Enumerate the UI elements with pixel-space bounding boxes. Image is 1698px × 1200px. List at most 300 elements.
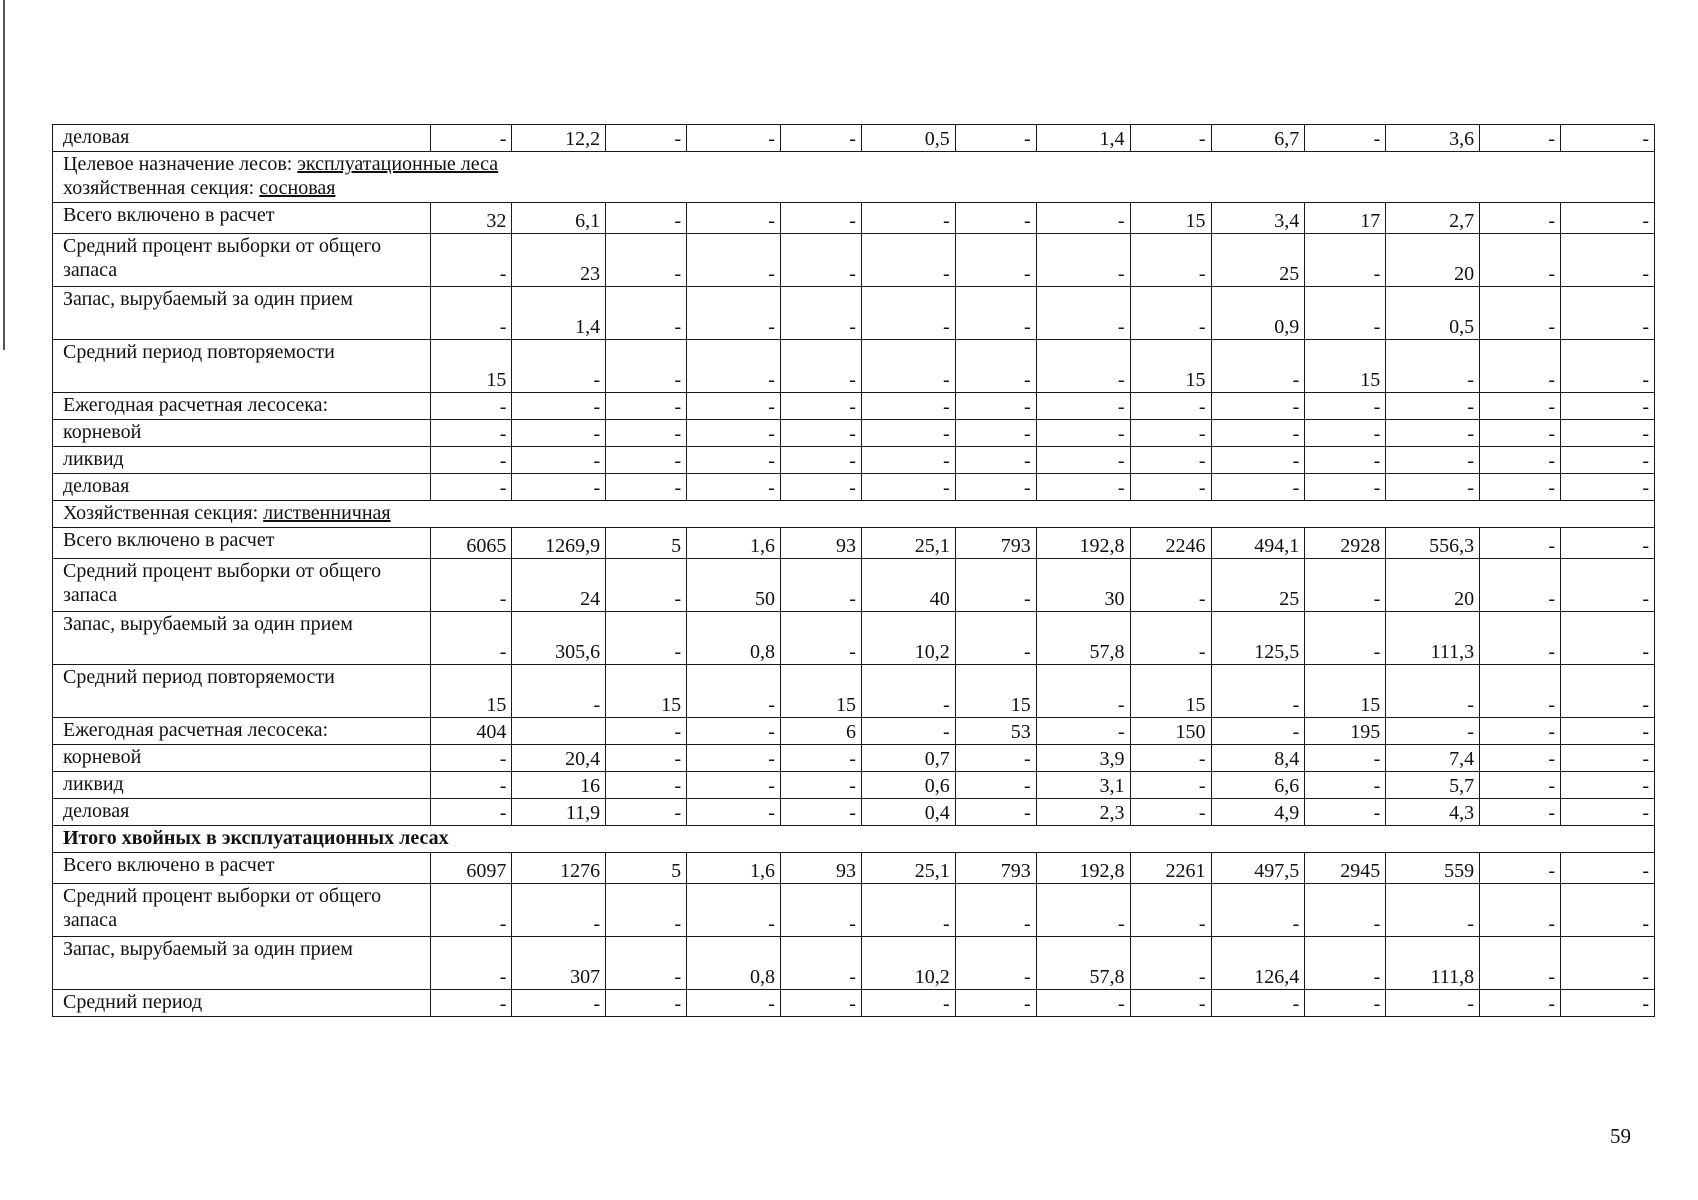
table-cell: - [861, 474, 955, 501]
table-cell: 2945 [1305, 853, 1386, 884]
table-cell: - [1305, 745, 1386, 772]
table-cell: - [606, 125, 687, 152]
section-label: Хозяйственная секция: [63, 502, 264, 524]
table-cell: - [1305, 559, 1386, 612]
row-label: Запас, вырубаемый за один прием [53, 287, 431, 340]
table-cell: - [431, 447, 512, 474]
table-cell: - [1480, 745, 1561, 772]
table-cell: - [431, 772, 512, 799]
row-label: деловая [53, 474, 431, 501]
table-cell: - [1561, 340, 1655, 393]
table-cell: 793 [955, 528, 1036, 559]
table-cell: 1269,9 [512, 528, 606, 559]
table-row [53, 528, 1655, 559]
table-cell: 30 [1036, 559, 1130, 612]
table-cell: - [1036, 340, 1130, 393]
table-cell: - [780, 799, 861, 826]
table-cell: - [955, 990, 1036, 1017]
table-cell: 15 [606, 665, 687, 718]
table-cell: 11,9 [512, 799, 606, 826]
table-cell: - [955, 884, 1036, 937]
table-cell: - [431, 937, 512, 990]
table-cell: - [687, 772, 781, 799]
table-cell: - [1386, 340, 1480, 393]
table-cell: 50 [687, 559, 781, 612]
row-label: ликвид [53, 772, 431, 799]
table-cell: - [431, 125, 512, 152]
table-cell: - [861, 884, 955, 937]
table-cell: - [687, 745, 781, 772]
table-cell: - [1561, 203, 1655, 234]
table-cell: 53 [955, 718, 1036, 745]
table-cell: - [1130, 125, 1211, 152]
table-cell: - [955, 612, 1036, 665]
table-cell: 25,1 [861, 528, 955, 559]
section-header-total: Итого хвойных в эксплуатационных лесах [53, 826, 1655, 853]
table-cell: 15 [1305, 340, 1386, 393]
table-cell: - [431, 474, 512, 501]
row-label: корневой [53, 745, 431, 772]
table-cell: - [1561, 745, 1655, 772]
table-cell: - [512, 340, 606, 393]
row-label: Средний процент выборки от общего запаса [53, 559, 431, 612]
table-cell: - [606, 287, 687, 340]
table-cell: - [512, 990, 606, 1017]
table-cell: - [780, 990, 861, 1017]
table-cell: - [1036, 420, 1130, 447]
table-cell: - [780, 884, 861, 937]
table-cell: 23 [512, 234, 606, 287]
section-row [53, 501, 1655, 528]
table-cell: - [1480, 474, 1561, 501]
table-cell: 24 [512, 559, 606, 612]
row-label: Средний период повторяемости [53, 340, 431, 393]
table-cell: - [780, 287, 861, 340]
table-cell: 12,2 [512, 125, 606, 152]
table-cell: 15 [955, 665, 1036, 718]
table-cell: 307 [512, 937, 606, 990]
table-cell: - [1480, 718, 1561, 745]
table-cell: 10,2 [861, 612, 955, 665]
table-cell: 3,9 [1036, 745, 1130, 772]
table-cell: 3,1 [1036, 772, 1130, 799]
table-cell: - [1130, 884, 1211, 937]
table-cell: - [431, 234, 512, 287]
table-cell: - [861, 665, 955, 718]
table-cell: 192,8 [1036, 528, 1130, 559]
table-cell: - [1386, 665, 1480, 718]
table-cell: - [955, 799, 1036, 826]
table-cell: - [512, 420, 606, 447]
table-cell: - [1130, 474, 1211, 501]
table-cell: 0,8 [687, 612, 781, 665]
table-cell: - [780, 772, 861, 799]
table-cell: 6,7 [1211, 125, 1305, 152]
table-cell: - [1305, 612, 1386, 665]
table-cell: 0,5 [1386, 287, 1480, 340]
table-cell: 1,4 [1036, 125, 1130, 152]
table-cell: - [606, 420, 687, 447]
table-cell: - [1036, 393, 1130, 420]
table-cell: - [1561, 772, 1655, 799]
table-cell: - [606, 799, 687, 826]
table-cell: - [687, 474, 781, 501]
table-cell: - [687, 990, 781, 1017]
table-cell: - [1561, 234, 1655, 287]
table-cell: 404 [431, 718, 512, 745]
table-cell: - [1561, 287, 1655, 340]
row-label: Всего включено в расчет [53, 528, 431, 559]
table-cell: - [1130, 420, 1211, 447]
table-row [53, 884, 1655, 937]
table-row [53, 340, 1655, 393]
table-cell: - [780, 612, 861, 665]
table-cell: - [780, 234, 861, 287]
table-row [53, 799, 1655, 826]
table-cell: - [955, 420, 1036, 447]
table-cell: - [780, 203, 861, 234]
table-cell: - [780, 447, 861, 474]
table-cell: 497,5 [1211, 853, 1305, 884]
page-number: 59 [1610, 1124, 1631, 1148]
table-cell: - [1480, 665, 1561, 718]
table-cell: - [1211, 718, 1305, 745]
table-cell: 2,3 [1036, 799, 1130, 826]
table-cell: 6097 [431, 853, 512, 884]
table-cell: - [955, 559, 1036, 612]
table-cell: - [606, 612, 687, 665]
table-cell: 3,6 [1386, 125, 1480, 152]
table-cell: 25,1 [861, 853, 955, 884]
table-cell: - [1561, 474, 1655, 501]
table-cell: - [431, 559, 512, 612]
table-cell: - [1386, 393, 1480, 420]
table-cell: 16 [512, 772, 606, 799]
table-cell: - [1036, 287, 1130, 340]
table-cell: - [1480, 612, 1561, 665]
section-label: хозяйственная секция: [63, 177, 260, 199]
table-cell: - [955, 447, 1036, 474]
table-cell: - [1305, 420, 1386, 447]
table-cell: - [606, 393, 687, 420]
section-value: сосновая [259, 177, 336, 199]
table-cell: - [955, 772, 1036, 799]
table-cell: - [1130, 799, 1211, 826]
table-cell: 15 [431, 665, 512, 718]
table-row [53, 474, 1655, 501]
table-cell: 1276 [512, 853, 606, 884]
section-header-larch [53, 501, 1655, 528]
table-cell: 1,6 [687, 528, 781, 559]
table-cell: - [955, 125, 1036, 152]
table-cell: - [1305, 447, 1386, 474]
table-row [53, 420, 1655, 447]
table-cell: 15 [780, 665, 861, 718]
table-cell: 494,1 [1211, 528, 1305, 559]
table-cell: - [1211, 665, 1305, 718]
table-cell: 93 [780, 528, 861, 559]
table-cell: - [1305, 474, 1386, 501]
table-cell: 305,6 [512, 612, 606, 665]
table-cell: - [606, 447, 687, 474]
table-cell: - [1480, 393, 1561, 420]
table-cell: - [1480, 447, 1561, 474]
table-cell: - [431, 799, 512, 826]
table-cell: - [1130, 990, 1211, 1017]
table-cell: 15 [1130, 340, 1211, 393]
table-row [53, 559, 1655, 612]
table-cell: 3,4 [1211, 203, 1305, 234]
table-cell: - [780, 559, 861, 612]
table-cell: - [1036, 203, 1130, 234]
table-cell: - [1561, 612, 1655, 665]
row-label: Средний период [53, 990, 431, 1017]
table-cell: - [1211, 447, 1305, 474]
table-cell: 0,9 [1211, 287, 1305, 340]
table-cell: - [861, 287, 955, 340]
table-cell: - [861, 447, 955, 474]
table-cell: - [1480, 559, 1561, 612]
table-cell: 15 [1130, 665, 1211, 718]
table-cell: - [1305, 234, 1386, 287]
table-cell: - [1130, 393, 1211, 420]
table-cell: 25 [1211, 234, 1305, 287]
table-cell: - [1480, 203, 1561, 234]
table-cell: - [687, 665, 781, 718]
table-cell: - [1561, 884, 1655, 937]
table-cell: - [1561, 528, 1655, 559]
table-cell: - [687, 799, 781, 826]
table-cell: - [1211, 340, 1305, 393]
table-row [53, 125, 1655, 152]
table-cell: 7,4 [1386, 745, 1480, 772]
forest-cutting-table [52, 124, 1655, 1017]
table-cell: - [1386, 447, 1480, 474]
table-cell: - [955, 745, 1036, 772]
table-cell: - [861, 203, 955, 234]
table-cell: - [1561, 559, 1655, 612]
table-cell: 15 [1305, 665, 1386, 718]
table-cell: 15 [1130, 203, 1211, 234]
table-cell: - [780, 420, 861, 447]
row-label: Ежегодная расчетная лесосека: [53, 393, 431, 420]
section-row [53, 826, 1655, 853]
table-cell: - [1480, 853, 1561, 884]
table-cell: - [512, 393, 606, 420]
table-cell: - [1561, 990, 1655, 1017]
table-cell: - [1561, 853, 1655, 884]
table-cell: - [1130, 287, 1211, 340]
table-cell: 4,9 [1211, 799, 1305, 826]
table-cell: - [431, 990, 512, 1017]
table-cell: 0,7 [861, 745, 955, 772]
section-header-purpose [53, 152, 1655, 203]
table-cell: - [1561, 799, 1655, 826]
table-cell: - [1211, 393, 1305, 420]
table-cell: 17 [1305, 203, 1386, 234]
table-cell: - [431, 287, 512, 340]
table-cell: - [1036, 234, 1130, 287]
table-row [53, 612, 1655, 665]
table-cell: - [1561, 718, 1655, 745]
table-cell: - [687, 884, 781, 937]
table-cell: - [1211, 990, 1305, 1017]
row-label: корневой [53, 420, 431, 447]
table-cell: - [431, 612, 512, 665]
table-cell: - [955, 287, 1036, 340]
table-cell: - [1130, 745, 1211, 772]
table-cell: 150 [1130, 718, 1211, 745]
table-cell: 1,4 [512, 287, 606, 340]
table-cell: - [512, 665, 606, 718]
table-cell: - [780, 340, 861, 393]
table-cell: - [1130, 772, 1211, 799]
table-cell: - [431, 745, 512, 772]
table-cell: 125,5 [1211, 612, 1305, 665]
table-cell: - [606, 937, 687, 990]
table-cell: - [512, 447, 606, 474]
table-cell: 10,2 [861, 937, 955, 990]
table-cell: - [606, 884, 687, 937]
table-cell: - [1561, 937, 1655, 990]
table-cell: - [861, 234, 955, 287]
table-cell: - [1036, 884, 1130, 937]
table-cell: - [687, 718, 781, 745]
table-cell: - [1130, 612, 1211, 665]
table-cell: 6,6 [1211, 772, 1305, 799]
table-cell: - [861, 420, 955, 447]
section-value: лиственничная [263, 502, 391, 524]
table-cell: - [1480, 772, 1561, 799]
table-row [53, 745, 1655, 772]
table-cell: - [1561, 665, 1655, 718]
table-cell: 0,8 [687, 937, 781, 990]
table-cell: - [687, 393, 781, 420]
table-cell: - [606, 474, 687, 501]
section-row [53, 152, 1655, 203]
table-cell: 57,8 [1036, 612, 1130, 665]
row-label: Средний процент выборки от общего запаса [53, 234, 431, 287]
table-row [53, 287, 1655, 340]
row-label: Средний период повторяемости [53, 665, 431, 718]
table-cell: - [780, 745, 861, 772]
table-cell: - [955, 234, 1036, 287]
table-cell: - [431, 420, 512, 447]
table-cell: - [1130, 937, 1211, 990]
table-row [53, 665, 1655, 718]
table-row [53, 203, 1655, 234]
table-cell: - [1480, 990, 1561, 1017]
table-cell: 793 [955, 853, 1036, 884]
table-cell: - [1036, 718, 1130, 745]
table-cell: - [1561, 393, 1655, 420]
table-cell: 1,6 [687, 853, 781, 884]
table-cell: - [1211, 884, 1305, 937]
table-cell: - [1036, 447, 1130, 474]
table-cell: - [606, 203, 687, 234]
table-cell: 556,3 [1386, 528, 1480, 559]
table-cell: - [1561, 125, 1655, 152]
table-cell [512, 718, 606, 745]
table-cell: - [1386, 718, 1480, 745]
table-cell: 5 [606, 528, 687, 559]
table-cell: - [955, 474, 1036, 501]
table-cell: 5 [606, 853, 687, 884]
table-cell: 20 [1386, 234, 1480, 287]
table-cell: - [1480, 125, 1561, 152]
row-label: Всего включено в расчет [53, 853, 431, 884]
scan-edge-line [3, 0, 5, 350]
table-cell: - [1036, 474, 1130, 501]
table-cell: 6065 [431, 528, 512, 559]
table-cell: 0,5 [861, 125, 955, 152]
table-cell: - [1036, 990, 1130, 1017]
table-cell: - [1211, 420, 1305, 447]
table-cell: 111,8 [1386, 937, 1480, 990]
table-cell: - [1386, 420, 1480, 447]
row-label: Запас, вырубаемый за один прием [53, 937, 431, 990]
table-cell: - [1305, 990, 1386, 1017]
row-label: деловая [53, 125, 431, 152]
row-label: Ежегодная расчетная лесосека: [53, 718, 431, 745]
table-cell: 20 [1386, 559, 1480, 612]
table-cell: - [606, 234, 687, 287]
table-cell: - [780, 937, 861, 990]
table-cell: - [1480, 340, 1561, 393]
table-cell: 0,4 [861, 799, 955, 826]
table-cell: - [687, 447, 781, 474]
table-cell: - [1305, 393, 1386, 420]
table-cell: - [1305, 287, 1386, 340]
table-cell: 93 [780, 853, 861, 884]
table-cell: - [1211, 474, 1305, 501]
table-cell: 8,4 [1211, 745, 1305, 772]
table-cell: - [1130, 447, 1211, 474]
table-cell: - [687, 203, 781, 234]
table-cell: - [1480, 420, 1561, 447]
table-cell: - [687, 420, 781, 447]
table-cell: - [955, 340, 1036, 393]
table-row [53, 234, 1655, 287]
table-cell: - [1480, 287, 1561, 340]
table-row [53, 853, 1655, 884]
table-row [53, 393, 1655, 420]
table-cell: 20,4 [512, 745, 606, 772]
table-cell: - [606, 745, 687, 772]
table-cell: - [861, 340, 955, 393]
table-cell: 57,8 [1036, 937, 1130, 990]
table-cell: - [1386, 884, 1480, 937]
table-cell: - [861, 718, 955, 745]
table-cell: - [1130, 234, 1211, 287]
table-cell: - [955, 937, 1036, 990]
table-cell: - [1036, 665, 1130, 718]
table-cell: - [512, 474, 606, 501]
table-cell: 195 [1305, 718, 1386, 745]
table-cell: 111,3 [1386, 612, 1480, 665]
table-cell: - [1480, 799, 1561, 826]
table-cell: - [1305, 125, 1386, 152]
table-cell: - [1305, 799, 1386, 826]
table-cell: 32 [431, 203, 512, 234]
table-cell: - [1480, 937, 1561, 990]
table-cell: - [512, 884, 606, 937]
table-cell: - [1561, 447, 1655, 474]
table-cell: 2261 [1130, 853, 1211, 884]
row-label: ликвид [53, 447, 431, 474]
row-label: Запас, вырубаемый за один прием [53, 612, 431, 665]
section-value: эксплуатационные леса [297, 153, 499, 175]
